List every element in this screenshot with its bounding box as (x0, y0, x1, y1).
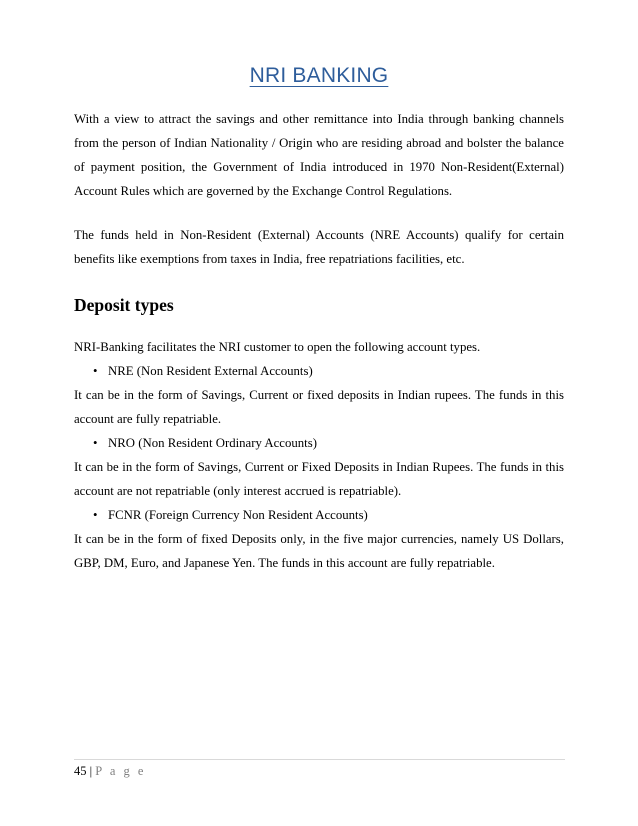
bullet-icon: • (93, 364, 98, 378)
bullet-icon: • (93, 508, 98, 522)
page-number: 45 (74, 764, 87, 778)
nre-description: It can be in the form of Savings, Current or fixed deposits in Indian rupees. The funds in this account are fully repatriable. (74, 388, 564, 426)
footer-page-word: P a g e (95, 764, 146, 778)
footer-divider (74, 759, 565, 760)
page-footer (74, 762, 146, 780)
deposit-lead-text: NRI-Banking facilitates the NRI customer to open the following account types. (74, 340, 481, 354)
section-heading-deposit-types: Deposit types (74, 295, 174, 315)
page-content (74, 107, 564, 575)
bullet-icon: • (93, 436, 98, 450)
bullet-label: NRO (Non Resident Ordinary Accounts) (108, 436, 317, 450)
page-title: NRI BANKING (249, 64, 389, 87)
fcnr-description: It can be in the form of fixed Deposits only, in the five major currencies, namely US Dollars, GBP, DM, Euro, and Japanese Yen. The funds in this account are fully repatriable. (74, 532, 564, 570)
bullet-item-nre (74, 359, 564, 383)
bullet-label: FCNR (Foreign Currency Non Resident Accounts) (108, 508, 368, 522)
nro-description: It can be in the form of Savings, Current or Fixed Deposits in Indian Rupees. The funds in this account are not repatriable (only interest accrued is repatriable). (74, 460, 564, 498)
footer-separator: | (89, 764, 93, 778)
bullet-label: NRE (Non Resident External Accounts) (108, 364, 313, 378)
spacer (74, 271, 564, 291)
bullet-item-nro (74, 431, 564, 455)
intro-paragraph-2: The funds held in Non-Resident (External) Accounts (NRE Accounts) qualify for certain benefits like exemptions from taxes in India, free repatriations facilities, etc. (74, 228, 564, 266)
intro-paragraph-1: With a view to attract the savings and other remittance into India through banking channels from the person of Indian Nationality / Origin who are residing abroad and bolster the balance of payment position, the Government of India introduced in 1970 Non-Resident(External) Account Rules which are governed by the Exchange Control Regulations. (74, 112, 564, 198)
bullet-item-fcnr (74, 503, 564, 527)
spacer (74, 203, 564, 223)
